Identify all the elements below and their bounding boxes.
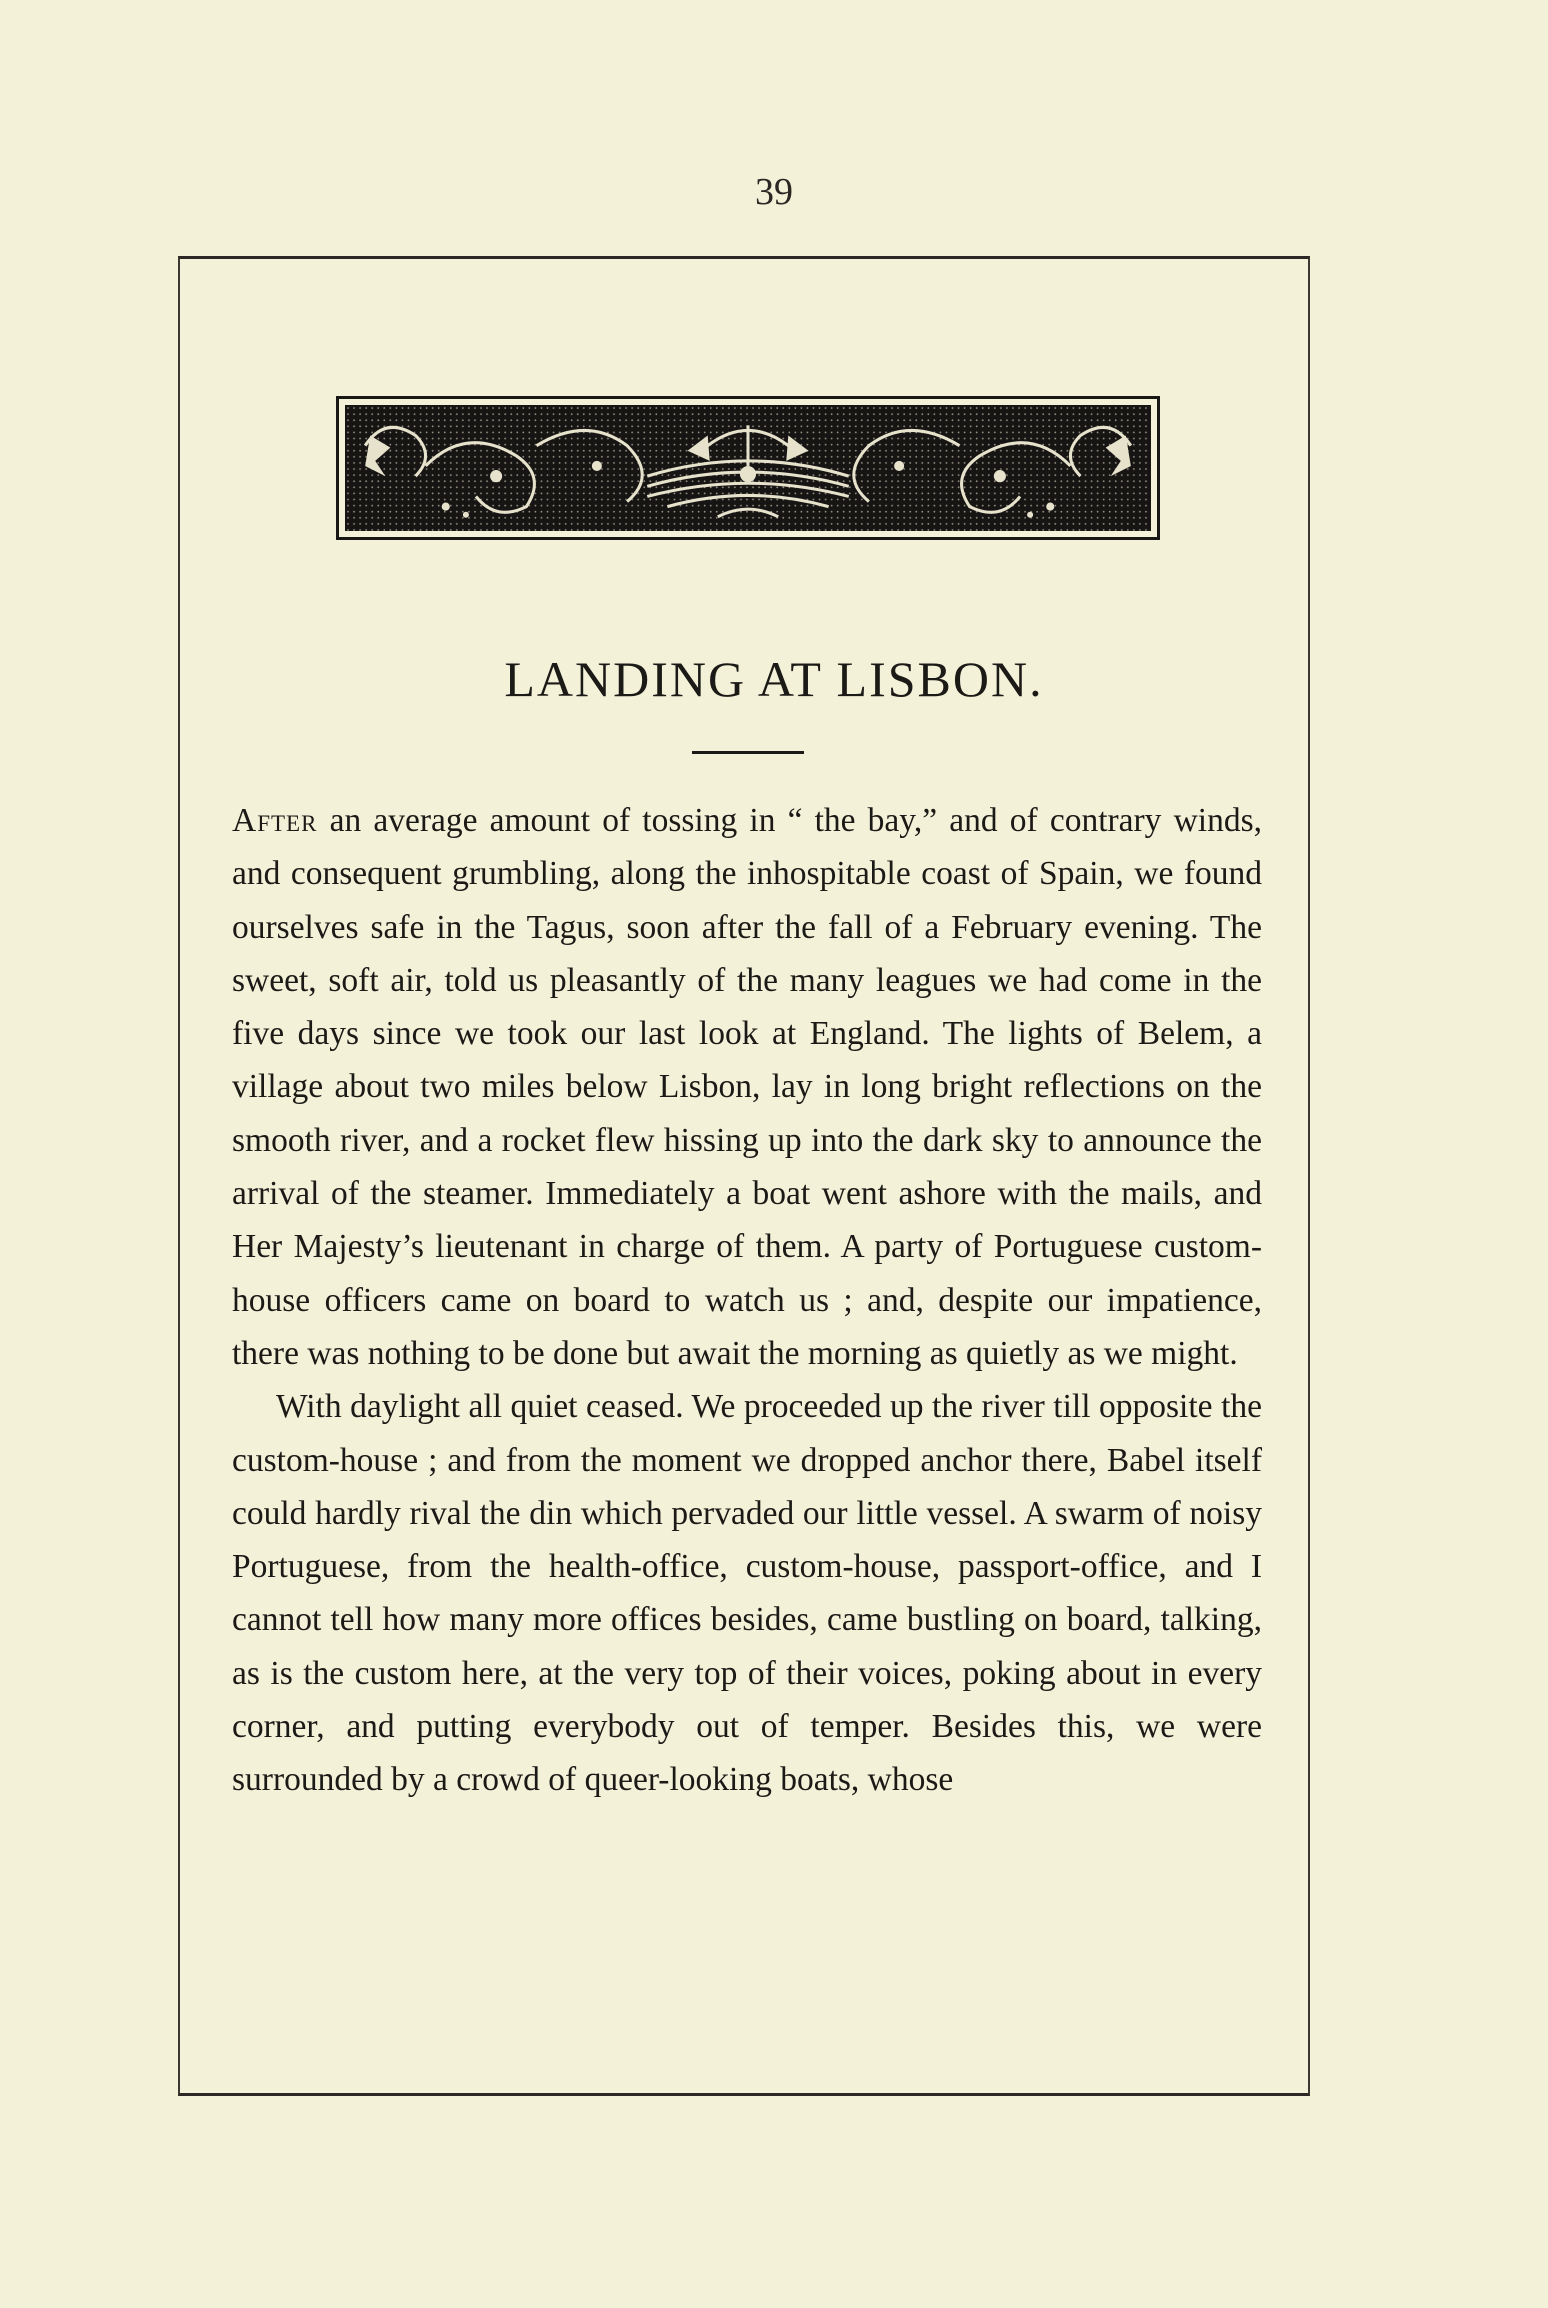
- paragraph-1-lead: After: [232, 802, 318, 839]
- paragraph-1-rest: an average amount of tossing in “ the bay,” and of contrary winds, and consequent grumbling, along the inhospitable coast of Spain, we found ourselves safe in the Tagus, soon after the fall of a February evening. The sweet, soft air, told us pleasantly of the many leagues we had come in the five days since we took our last look at England. The lights of Belem, a village about two miles below Lisbon, lay in long bright reflections on the smooth river, and a rocket flew hissing up into the dark sky to announce the arrival of the steamer. Immediately a boat went ashore with the mails, and Her Majesty’s lieutenant in charge of them. A party of Portuguese custom-house officers came on board to watch us ; and, despite our impatience, there was nothing to be done but await the morning as quietly as we might.: [232, 802, 1262, 1372]
- title-rule: [692, 751, 804, 754]
- paragraph-2: With daylight all quiet ceased. We proceeded up the river till opposite the custom-house ; and from the moment we dropped anchor there, Babel itself could hardly rival the din which pervaded our little vessel. A swarm of noisy Portuguese, from the health-office, custom-house, passport-office, and I cannot tell how many more offices besides, came bustling on board, talking, as is the custom here, at the very top of their voices, poking about in every corner, and putting everybody out of temper. Besides this, we were surrounded by a crowd of queer-looking boats, whose: [232, 1388, 1262, 1799]
- chapter-title: LANDING AT LISBON.: [504, 651, 1044, 707]
- body-text: [232, 794, 1262, 1807]
- page-number: 39: [755, 171, 793, 213]
- ornamental-headpiece-icon: [336, 396, 1160, 540]
- paragraph-1: [232, 794, 1262, 1380]
